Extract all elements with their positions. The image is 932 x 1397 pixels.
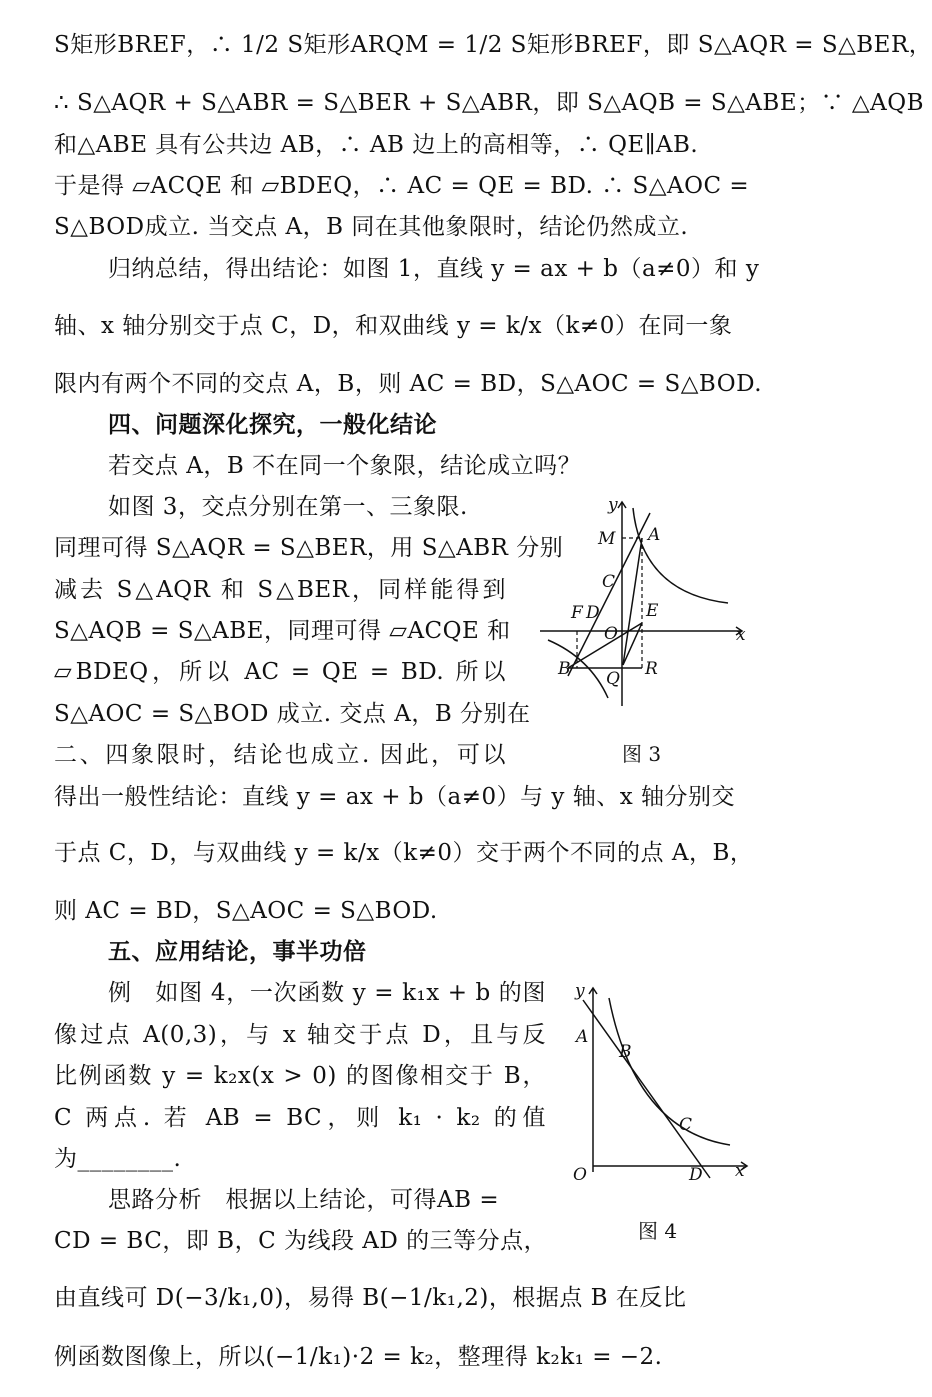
text-line: 为________. bbox=[54, 1146, 182, 1172]
text-line: 归纳总结，得出结论：如图 1，直线 y = ax + b（a≠0）和 y bbox=[108, 256, 760, 282]
text-line: 于点 C，D，与双曲线 y = k/x（k≠0）交于两个不同的点 A，B， bbox=[54, 840, 754, 866]
fig3-label-b: B bbox=[558, 659, 571, 679]
fig4-label-d: D bbox=[689, 1165, 703, 1185]
text-line: 比例函数 y = k₂x(x > 0) 的图像相交于 B， bbox=[54, 1063, 546, 1089]
fig3-label-r: R bbox=[645, 659, 658, 679]
text-line: 像过点 A(0,3)，与 x 轴交于点 D，且与反 bbox=[54, 1022, 546, 1048]
segment-aq bbox=[623, 538, 642, 665]
text-line: S△BOD成立. 当交点 A，B 同在其他象限时，结论仍然成立. bbox=[54, 214, 689, 240]
text-line: 得出一般性结论：直线 y = ax + b（a≠0）与 y 轴、x 轴分别交 bbox=[54, 784, 736, 810]
figure-3-caption: 图 3 bbox=[622, 742, 662, 766]
fig3-label-x: x bbox=[736, 625, 746, 645]
figure-4-caption: 图 4 bbox=[638, 1219, 678, 1243]
fig3-label-a: A bbox=[648, 525, 661, 545]
text-line: 限内有两个不同的交点 A，B，则 AC = BD，S△AOC = S△BOD. bbox=[54, 371, 763, 397]
figure-3 bbox=[530, 488, 755, 713]
fig3-label-o: O bbox=[604, 624, 618, 644]
fig4-label-b: B bbox=[619, 1042, 632, 1062]
fig3-label-e: E bbox=[646, 601, 659, 621]
fig3-label-d: D bbox=[586, 603, 600, 623]
fig3-label-y: y bbox=[608, 495, 618, 515]
text-line: S矩形BREF，∴ 1/2 S矩形ARQM = 1/2 S矩形BREF，即 S△AQR = S△BER， bbox=[54, 32, 932, 58]
hyperbola bbox=[609, 998, 730, 1145]
text-line: S△AQB = S△ABE，同理可得 ▱ACQE 和 bbox=[54, 618, 511, 644]
text-line: C 两点. 若 AB = BC，则 k₁ · k₂ 的值 bbox=[54, 1105, 546, 1131]
text-line: 例 如图 4，一次函数 y = k₁x + b 的图 bbox=[108, 980, 546, 1006]
text-line: ▱BDEQ，所以 AC = QE = BD. 所以 bbox=[54, 659, 506, 685]
section-heading: 五、应用结论，事半功倍 bbox=[108, 939, 367, 965]
text-line: 如图 3，交点分别在第一、三象限. bbox=[108, 494, 468, 520]
text-line: 轴、x 轴分别交于点 C，D，和双曲线 y = k/x（k≠0）在同一象 bbox=[54, 313, 733, 339]
line-ad bbox=[583, 1000, 710, 1178]
text-line: 同理可得 S△AQR = S△BER，用 S△ABR 分别 bbox=[54, 535, 564, 561]
figure-4 bbox=[565, 980, 755, 1190]
text-line: 和△ABE 具有公共边 AB，∴ AB 边上的高相等，∴ QE∥AB. bbox=[54, 132, 699, 158]
fig4-label-a: A bbox=[576, 1027, 589, 1047]
fig3-label-f: F bbox=[571, 603, 583, 623]
text-line: 于是得 ▱ACQE 和 ▱BDEQ，∴ AC = QE = BD. ∴ S△AOC = bbox=[54, 173, 750, 199]
fig4-label-x: x bbox=[735, 1161, 745, 1181]
text-line: 思路分析 根据以上结论，可得AB = bbox=[108, 1187, 500, 1213]
fig3-label-q: Q bbox=[606, 669, 620, 689]
fig4-label-c: C bbox=[679, 1115, 693, 1135]
hyperbola-branch-1 bbox=[633, 508, 728, 603]
text-line: S△AOC = S△BOD 成立. 交点 A，B 分别在 bbox=[54, 701, 531, 727]
text-line: ∴ S△AQR + S△ABR = S△BER + S△ABR，即 S△AQB = S△ABE；∵ △AQB bbox=[54, 90, 924, 116]
text-line: 二、四象限时，结论也成立. 因此，可以 bbox=[54, 742, 506, 768]
text-line: 例函数图像上，所以(−1/k₁)·2 = k₂，整理得 k₂k₁ = −2. bbox=[54, 1344, 663, 1370]
fig3-label-m: M bbox=[598, 529, 616, 549]
text-line: 若交点 A，B 不在同一个象限，结论成立吗？ bbox=[108, 453, 582, 479]
fig3-label-c: C bbox=[602, 572, 616, 592]
text-line: 减去 S△AQR 和 S△BER，同样能得到 bbox=[54, 577, 506, 603]
text-line: 由直线可 D(−3/k₁,0)，易得 B(−1/k₁,2)，根据点 B 在反比 bbox=[54, 1285, 687, 1311]
section-heading: 四、问题深化探究，一般化结论 bbox=[108, 412, 437, 438]
text-line: CD = BC，即 B，C 为线段 AD 的三等分点， bbox=[54, 1228, 548, 1254]
fig4-label-y: y bbox=[575, 981, 585, 1001]
fig4-label-o: O bbox=[573, 1165, 587, 1185]
text-line: 则 AC = BD，S△AOC = S△BOD. bbox=[54, 898, 438, 924]
